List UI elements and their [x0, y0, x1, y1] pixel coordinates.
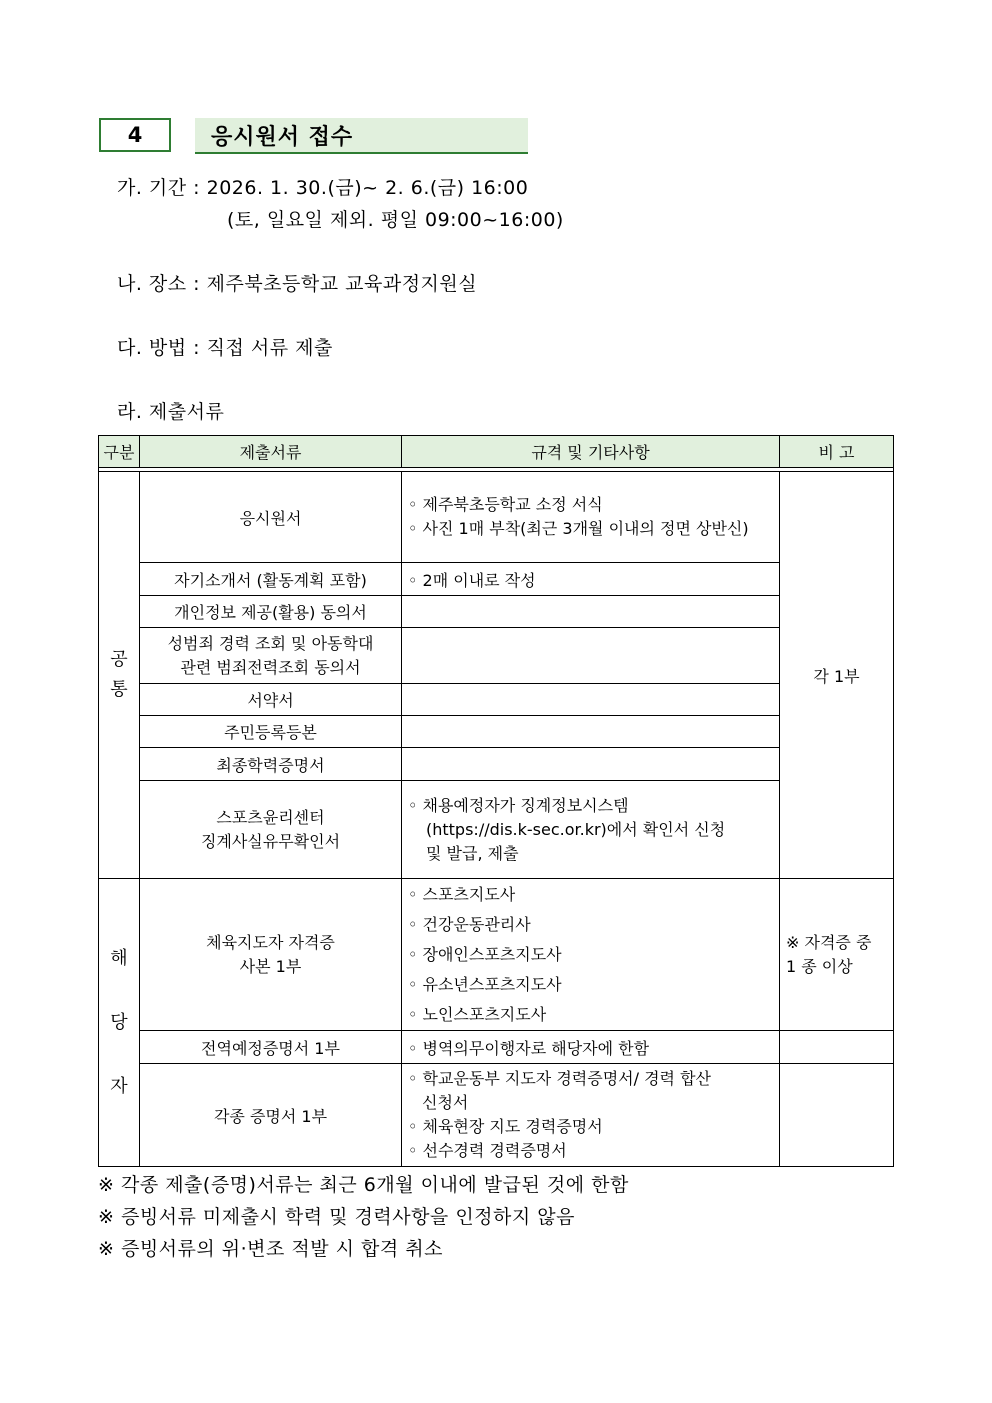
- section-number-box: [99, 118, 171, 152]
- table-row: [99, 628, 894, 684]
- notes-cell: ◦ 2매 이내로 작성: [402, 563, 780, 596]
- period-detail-line: (토, 일요일 제외. 평일 09:00~16:00): [227, 209, 564, 231]
- notes-cell: ◦ 병역의무이행자로 해당자에 한함: [402, 1031, 780, 1064]
- notes-cell: [402, 628, 780, 684]
- header-remark: 비 고: [780, 436, 894, 468]
- remark-cell: [780, 1064, 894, 1167]
- section-title: 응시원서 접수: [195, 118, 528, 154]
- table-row: [99, 748, 894, 781]
- group-applicable-label: 해 당 자: [99, 879, 140, 1167]
- table-row: [99, 596, 894, 628]
- doc-cell: 주민등록등본: [140, 716, 402, 748]
- notes-cell: ◦ 스포츠지도사 ◦ 건강운동관리사 ◦ 장애인스포츠지도사 ◦ 유소년스포츠지도사 ◦ 노인스포츠지도사: [402, 879, 780, 1031]
- doc-cell: 각종 증명서 1부: [140, 1064, 402, 1167]
- notes-cell: ◦ 채용예정자가 징계정보시스템 (https://dis.k-sec.or.kr)에서 확인서 신청 및 발급, 제출: [402, 781, 780, 879]
- table-row: [99, 472, 894, 563]
- table-header-row: [99, 436, 894, 468]
- doc-cell: 응시원서: [140, 472, 402, 563]
- place-line: 나. 장소 : 제주북초등학교 교육과정지원실: [117, 273, 478, 295]
- table-row: [99, 1031, 894, 1064]
- common-remark: 각 1부: [780, 472, 894, 879]
- notes-cell: [402, 716, 780, 748]
- table-row: [99, 879, 894, 1031]
- period-line: 가. 기간 : 2026. 1. 30.(금)~ 2. 6.(금) 16:00: [117, 177, 529, 199]
- notes-cell: ◦ 제주북초등학교 소정 서식 ◦ 사진 1매 부착(최근 3개월 이내의 정면 상반신): [402, 472, 780, 563]
- notes-cell: [402, 596, 780, 628]
- remark-cell: ※ 자격증 중 1 종 이상: [780, 879, 894, 1031]
- footnote: ※ 증빙서류 미제출시 학력 및 경력사항을 인정하지 않음: [98, 1206, 575, 1228]
- doc-cell: 스포츠윤리센터 징계사실유무확인서: [140, 781, 402, 879]
- table-row: [99, 563, 894, 596]
- header-spec: 규격 및 기타사항: [402, 436, 780, 468]
- footnote: ※ 각종 제출(증명)서류는 최근 6개월 이내에 발급된 것에 한함: [98, 1174, 629, 1196]
- docs-heading: 라. 제출서류: [117, 401, 225, 423]
- remark-cell: [780, 1031, 894, 1064]
- doc-cell: 최종학력증명서: [140, 748, 402, 781]
- doc-cell: 성범죄 경력 조회 및 아동학대 관련 범죄전력조회 동의서: [140, 628, 402, 684]
- table-row: [99, 781, 894, 879]
- notes-cell: [402, 748, 780, 781]
- footnote: ※ 증빙서류의 위·변조 적발 시 합격 취소: [98, 1238, 444, 1260]
- notes-cell: ◦ 학교운동부 지도자 경력증명서/ 경력 합산 신청서 ◦ 체육현장 지도 경력증명서 ◦ 선수경력 경력증명서: [402, 1064, 780, 1167]
- table-row: [99, 684, 894, 716]
- method-line: 다. 방법 : 직접 서류 제출: [117, 337, 333, 359]
- doc-cell: 서약서: [140, 684, 402, 716]
- section-number: 4: [127, 123, 143, 147]
- documents-table: [98, 435, 894, 1167]
- notes-cell: [402, 684, 780, 716]
- header-category: 구분: [99, 436, 140, 468]
- doc-cell: 개인정보 제공(활용) 동의서: [140, 596, 402, 628]
- table-row: [99, 1064, 894, 1167]
- group-common-label: 공 통: [99, 472, 140, 879]
- doc-cell: 자기소개서 (활동계획 포함): [140, 563, 402, 596]
- header-document: 제출서류: [140, 436, 402, 468]
- doc-cell: 체육지도자 자격증 사본 1부: [140, 879, 402, 1031]
- doc-cell: 전역예정증명서 1부: [140, 1031, 402, 1064]
- table-row: [99, 716, 894, 748]
